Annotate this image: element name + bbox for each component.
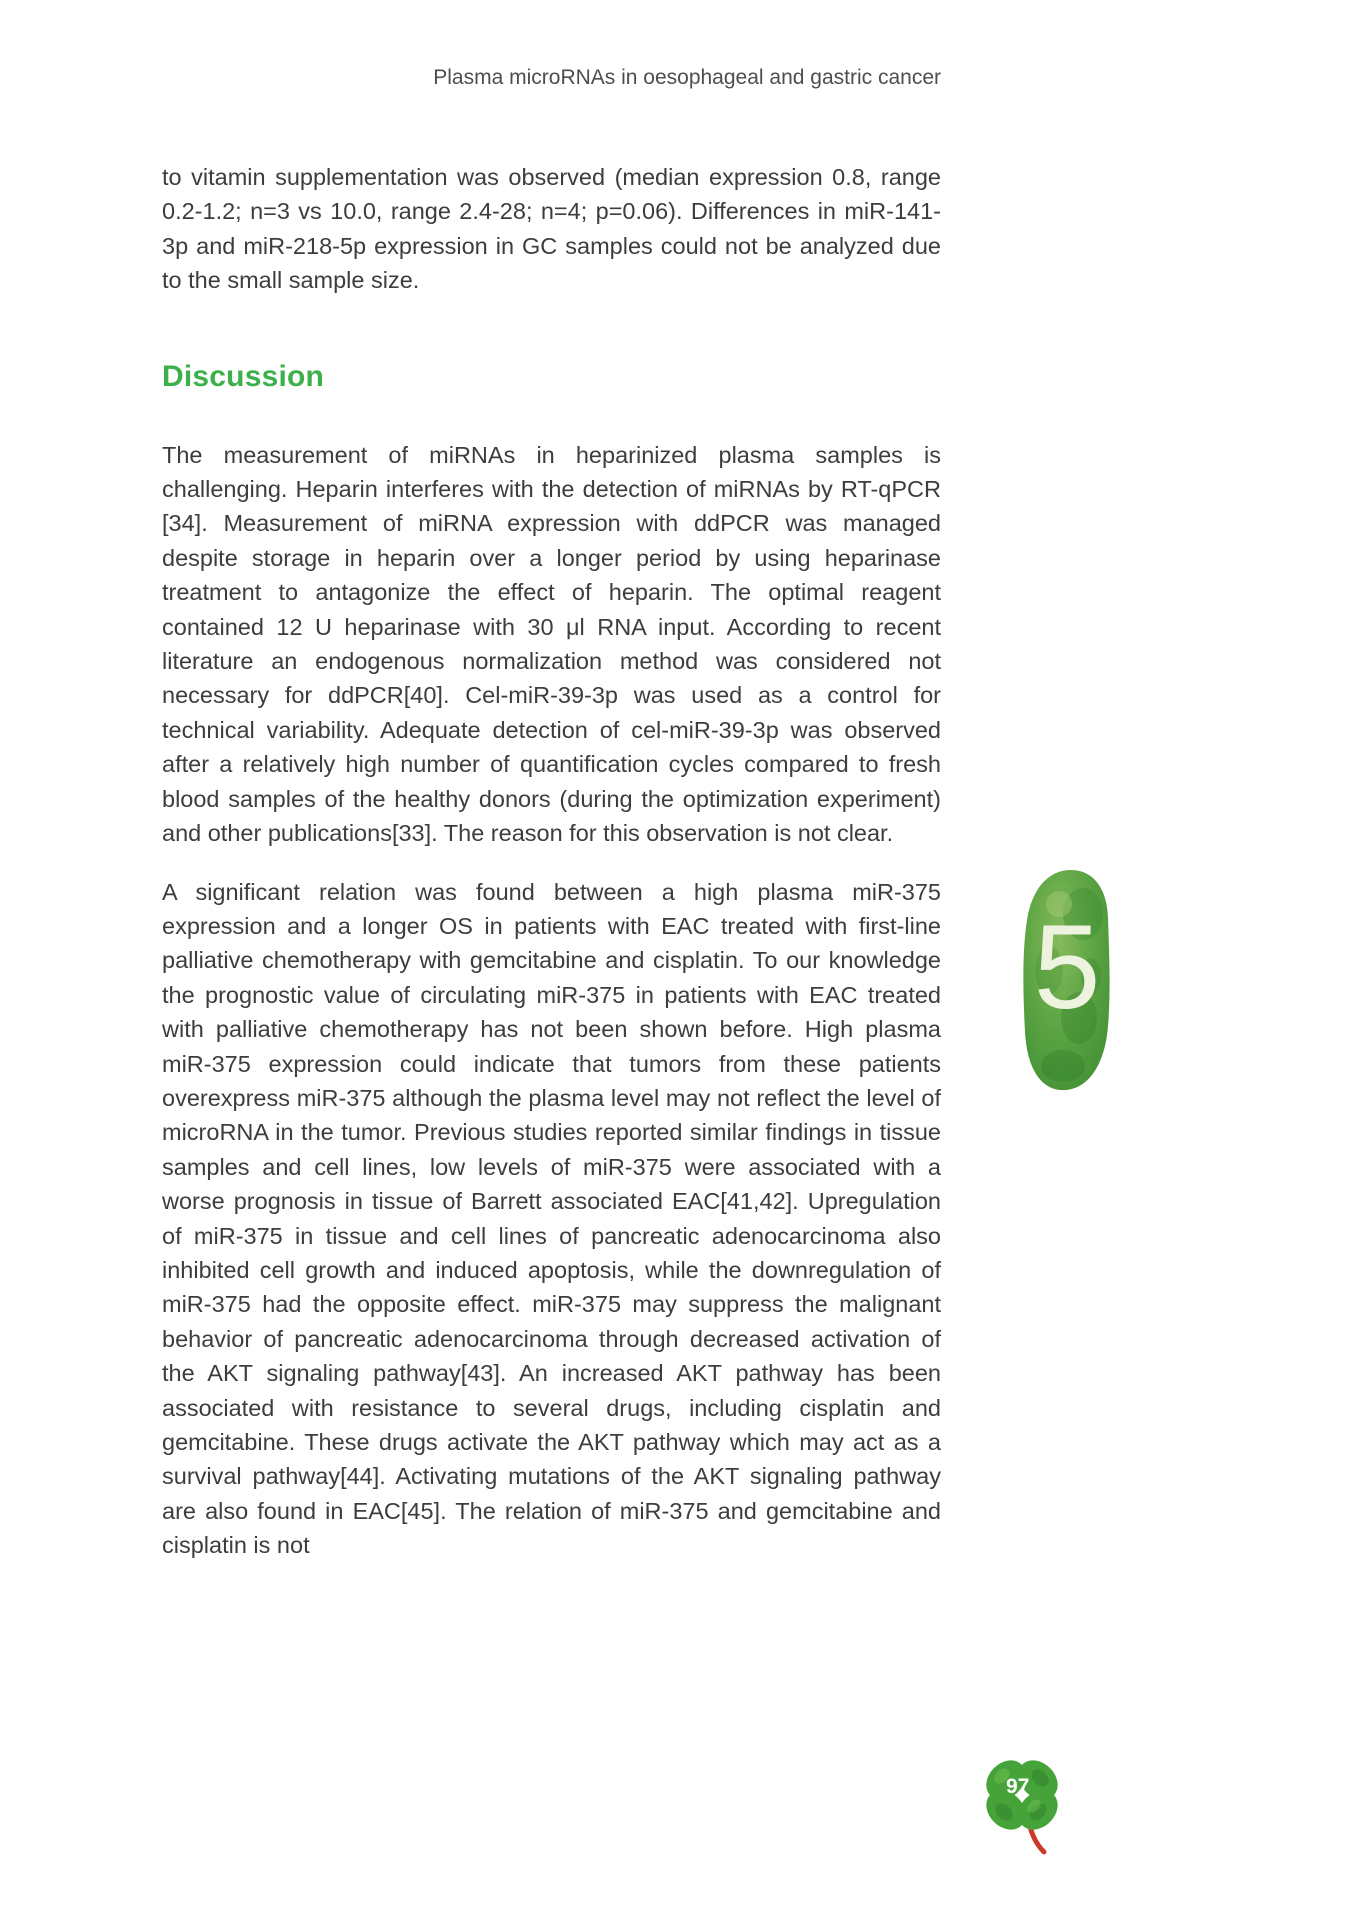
chapter-tab [1021,866,1113,1094]
clover-icon [980,1748,1064,1860]
discussion-paragraph-1: The measurement of miRNAs in heparinized plasma samples is challenging. Heparin interferes with the detection of miRNAs by RT-qPCR [34]. Measurement of miRNA expression with ddPCR was managed despite storage in heparin over a longer period by using heparinase treatment to antagonize the effect of heparin. The optimal reagent contained 12 U heparinase with 30 μl RNA input. According to recent literature an endogenous normalization method was considered not necessary for ddPCR[40]. Cel-miR-39-3p was used as a control for technical variability. Adequate detection of cel-miR-39-3p was observed after a relatively high number of quantification cycles compared to fresh blood samples of the healthy donors (during the optimization experiment) and other publications[33]. The reason for this observation is not clear. [162,441,941,847]
page-number: 97 [1006,1775,1030,1798]
intro-paragraph: to vitamin supplementation was observed (median expression 0.8, range 0.2-1.2; n=3 vs 10.0, range 2.4-28; n=4; p=0.06). Differences in miR-141-3p and miR-218-5p expression in GC samples could not be analyzed due to the small sample size. [162,164,941,294]
section-heading: Discussion [162,359,325,393]
running-header: Plasma microRNAs in oesophageal and gastric cancer [433,66,941,89]
discussion-paragraph-2: A significant relation was found between a high plasma miR-375 expression and a longer OS in patients with EAC treated with first-line palliative chemotherapy with gemcitabine and cisplatin. To our knowledge the prognostic value of circulating miR-375 in patients with EAC treated with palliative chemotherapy has not been shown before. High plasma miR-375 expression could indicate that tumors from these patients overexpress miR-375 although the plasma level may not reflect the level of microRNA in the tumor. Previous studies reported similar findings in tissue samples and cell lines, low levels of miR-375 were associated with a worse prognosis in tissue of Barrett associated EAC[41,42]. Upregulation of miR-375 in tissue and cell lines of pancreatic adenocarcinoma also inhibited cell growth and induced apoptosis, while the downregulation of miR-375 had the opposite effect. miR-375 may suppress the malignant behavior of pancreatic adenocarcinoma through decreased activation of the AKT signaling pathway[43]. An increased AKT pathway has been associated with resistance to several drugs, including cisplatin and gemcitabine. These drugs activate the AKT pathway which may act as a survival pathway[44]. Activating mutations of the AKT signaling pathway are also found in EAC[45]. The relation of miR-375 and gemcitabine and cisplatin is not [162,878,941,1559]
chapter-number: 5 [1033,900,1101,1034]
page-content [162,160,941,1587]
page-footer-clover [980,1748,1064,1860]
